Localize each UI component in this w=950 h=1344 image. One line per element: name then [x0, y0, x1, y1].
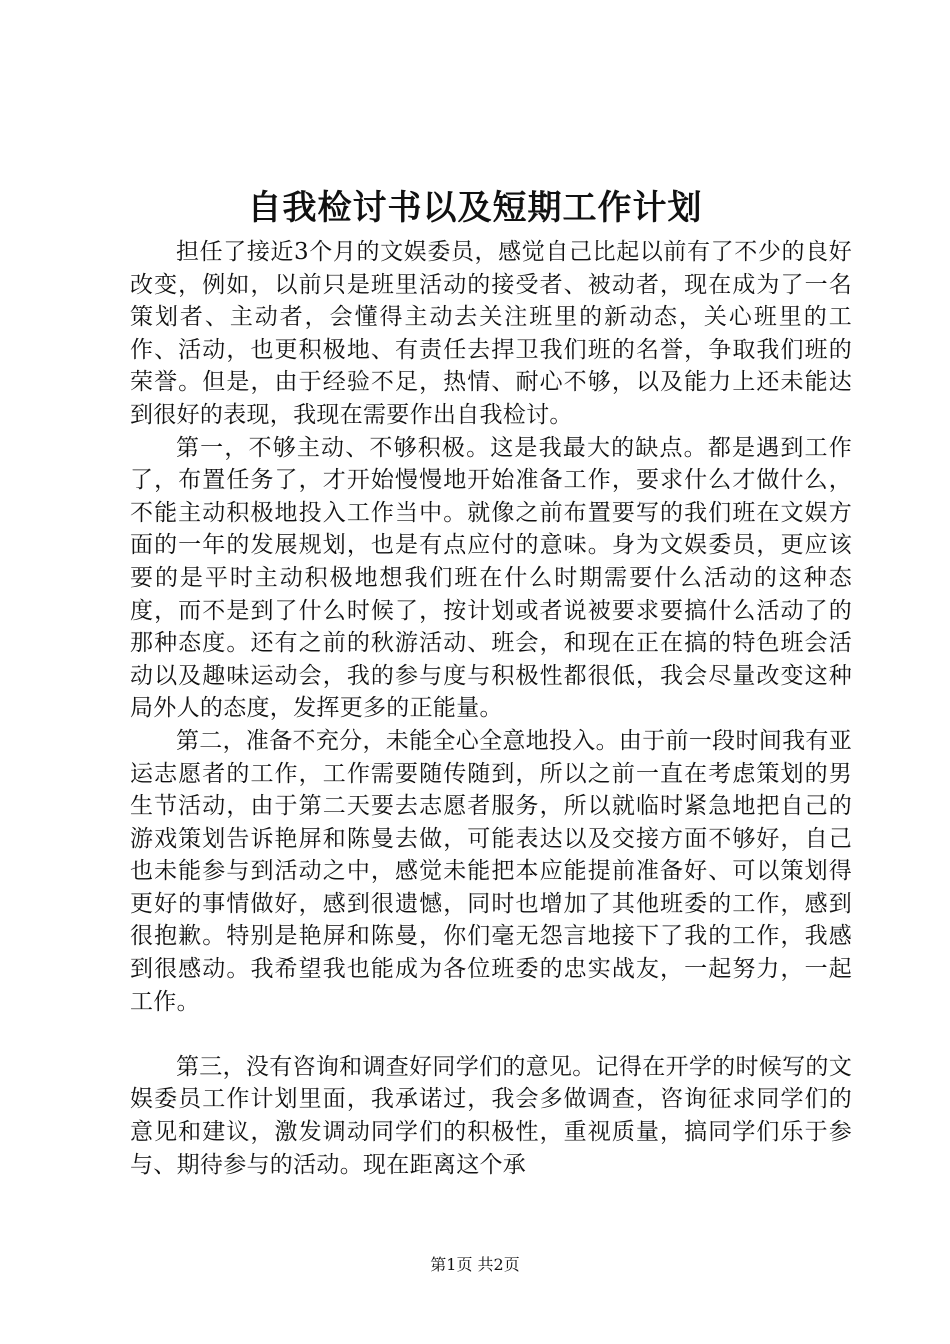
paragraph-spacer: [130, 1018, 852, 1051]
paragraph-intro: 担任了接近3个月的文娱委员，感觉自己比起以前有了不少的良好改变，例如，以前只是班里活动的接受者、被动者，现在成为了一名策划者、主动者，会懂得主动去关注班里的新动态，关心班里的工作、活动，也更积极地、有责任去捍卫我们班的名誉，争取我们班的荣誉。但是，由于经验不足，热情、耐心不够，以及能力上还未能达到很好的表现，我现在需要作出自我检讨。: [130, 239, 852, 428]
document-title: 自我检讨书以及短期工作计划: [247, 188, 703, 228]
page-footer: 第1页 共2页: [430, 1255, 520, 1274]
document-body: [130, 236, 852, 1181]
paragraph-point-two: 第二，准备不充分，未能全心全意地投入。由于前一段时间我有亚运志愿者的工作，工作需要随传随到，所以之前一直在考虑策划的男生节活动，由于第二天要去志愿者服务，所以就临时紧急地把自己的游戏策划告诉艳屏和陈曼去做，可能表达以及交接方面不够好，自己也未能参与到活动之中，感觉未能把本应能提前准备好、可以策划得更好的事情做好，感到很遗憾，同时也增加了其他班委的工作，感到很抱歉。特别是艳屏和陈曼，你们毫无怨言地接下了我的工作，我感到很感动。我希望我也能成为各位班委的忠实战友，一起努力，一起工作。: [130, 727, 852, 1015]
paragraph-point-three: 第三，没有咨询和调查好同学们的意见。记得在开学的时候写的文娱委员工作计划里面，我承诺过，我会多做调查，咨询征求同学们的意见和建议，激发调动同学们的积极性，重视质量，搞同学们乐于参与、期待参与的活动。现在距离这个承: [130, 1053, 852, 1178]
paragraph-point-one: 第一，不够主动、不够积极。这是我最大的缺点。都是遇到工作了，布置任务了，才开始慢慢地开始准备工作，要求什么才做什么，不能主动积极地投入工作当中。就像之前布置要写的我们班在文娱方面的一年的发展规划，也是有点应付的意味。身为文娱委员，更应该要的是平时主动积极地想我们班在什么时期需要什么活动的这种态度，而不是到了什么时候了，按计划或者说被要求要搞什么活动了的那种态度。还有之前的秋游活动、班会，和现在正在搞的特色班会活动以及趣味运动会，我的参与度与积极性都很低，我会尽量改变这种局外人的态度，发挥更多的正能量。: [130, 434, 852, 722]
